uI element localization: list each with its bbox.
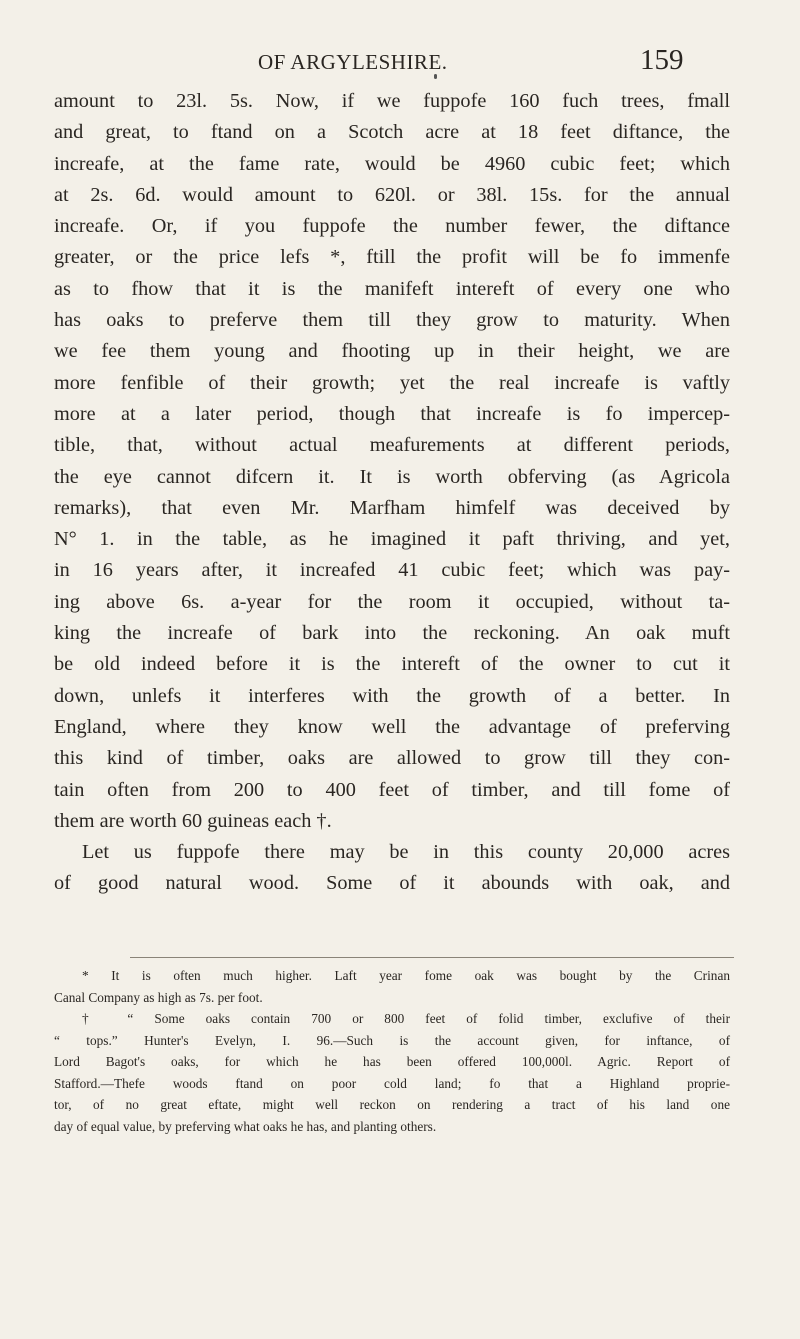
footnotes xyxy=(54,965,730,1137)
body-line: king the increafe of bark into the reckoning. An oak muft xyxy=(54,622,730,645)
body-line: N° 1. in the table, as he imagined it paft thriving, and yet, xyxy=(54,528,730,551)
page-header xyxy=(0,44,800,84)
body-line: them are worth 60 guineas each †. xyxy=(54,809,332,832)
body-line: be old indeed before it is the intereft of the owner to cut it xyxy=(54,653,730,676)
body-line: in 16 years after, it increafed 41 cubic feet; which was pay- xyxy=(54,559,730,582)
footnote-line: tor, of no great eftate, might well reckon on rendering a tract of his land one xyxy=(54,1097,730,1112)
footnote-line: * It is often much higher. Laft year fome oak was bought by the Crinan xyxy=(82,968,730,983)
body-line: has oaks to preferve them till they grow to maturity. When xyxy=(54,309,730,332)
page-number: 159 xyxy=(640,44,684,76)
body-line: more fenfible of their growth; yet the real increafe is vaftly xyxy=(54,371,730,394)
body-line: as to fhow that it is the manifeft intereft of every one who xyxy=(54,277,730,300)
body-line: England, where they know well the advantage of preferving xyxy=(54,715,730,738)
body-line: tible, that, without actual meafurements at different periods, xyxy=(54,434,730,457)
body-line: of good natural wood. Some of it abounds with oak, and xyxy=(54,872,730,895)
footnote-line: † “ Some oaks contain 700 or 800 feet of folid timber, exclufive of their xyxy=(82,1011,730,1026)
body-line: remarks), that even Mr. Marfham himfelf was deceived by xyxy=(54,496,730,519)
body-line: increafe. Or, if you fuppofe the number fewer, the diftance xyxy=(54,215,730,238)
body-line: and great, to ftand on a Scotch acre at 18 feet diftance, the xyxy=(54,121,730,144)
footnote-line: Canal Company as high as 7s. per foot. xyxy=(54,989,263,1005)
ink-speck xyxy=(434,74,437,79)
body-line: Let us fuppofe there may be in this county 20,000 acres xyxy=(82,841,730,864)
footnote-rule xyxy=(130,957,734,958)
body-line: the eye cannot difcern it. It is worth obferving (as Agricola xyxy=(54,465,730,488)
body-line: this kind of timber, oaks are allowed to grow till they con- xyxy=(54,747,730,770)
body-line: at 2s. 6d. would amount to 620l. or 38l. 15s. for the annual xyxy=(54,183,730,206)
body-line: down, unlefs it interferes with the growth of a better. In xyxy=(54,684,730,707)
body-line: tain often from 200 to 400 feet of timber, and till fome of xyxy=(54,778,730,801)
body-line: greater, or the price lefs *, ftill the profit will be fo immenfe xyxy=(54,246,730,269)
footnote-line: Lord Bagot's oaks, for which he has been offered 100,000l. Agric. Report of xyxy=(54,1054,730,1069)
body-text xyxy=(54,86,730,900)
footnote-line: day of equal value, by preferving what oaks he has, and planting others. xyxy=(54,1118,437,1134)
footnote-line: Stafford.—Thefe woods ftand on poor cold land; fo that a Highland proprie- xyxy=(54,1075,730,1091)
body-line: more at a later period, though that increafe is fo impercep- xyxy=(54,402,730,425)
running-head: OF ARGYLESHIRE. xyxy=(258,50,448,74)
body-line: ing above 6s. a-year for the room it occupied, without ta- xyxy=(54,590,730,613)
footnote-line: “ tops.” Hunter's Evelyn, I. 96.—Such is the account given, for inftance, of xyxy=(54,1032,730,1048)
body-line: increafe, at the fame rate, would be 4960 cubic feet; which xyxy=(54,152,730,175)
body-line: we fee them young and fhooting up in their height, we are xyxy=(54,340,730,363)
body-line: amount to 23l. 5s. Now, if we fuppofe 160 fuch trees, fmall xyxy=(54,90,730,112)
